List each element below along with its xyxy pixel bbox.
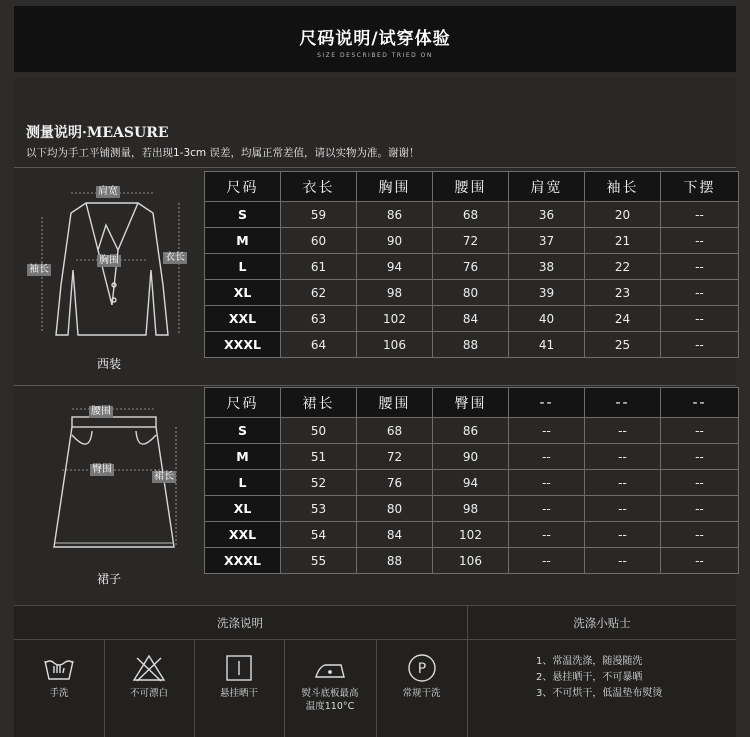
column-header: 裙长 (281, 388, 357, 418)
table-cell: 90 (433, 444, 509, 470)
care-label: 温度110°C (305, 701, 355, 712)
iron-icon (313, 653, 347, 683)
size-cell: M (205, 444, 281, 470)
table-cell: -- (585, 496, 661, 522)
length-label: 衣长 (165, 252, 185, 263)
table-cell: 21 (585, 228, 661, 254)
table-cell: 106 (433, 548, 509, 574)
column-header: 袖长 (585, 172, 661, 202)
care-item-hand-wash (14, 653, 104, 700)
table-row (205, 418, 739, 444)
table-cell: 84 (357, 522, 433, 548)
table-header-row (205, 172, 739, 202)
table-cell: 36 (509, 202, 585, 228)
care-label: 手洗 (49, 688, 69, 699)
care-item-dry-clean (376, 653, 467, 700)
care-label: 常规干洗 (402, 688, 441, 699)
table-cell: 80 (433, 280, 509, 306)
table-cell: 39 (509, 280, 585, 306)
table-cell: 86 (357, 202, 433, 228)
column-header: 尺码 (205, 172, 281, 202)
hand-wash-icon (42, 653, 76, 683)
table-cell: -- (585, 470, 661, 496)
size-cell: XXXL (205, 548, 281, 574)
size-cell: XL (205, 280, 281, 306)
table-cell: -- (661, 470, 739, 496)
table-cell: 98 (433, 496, 509, 522)
table-cell: 52 (281, 470, 357, 496)
table-cell: 86 (433, 418, 509, 444)
table-cell: -- (509, 548, 585, 574)
divider (14, 385, 736, 386)
column-header: -- (585, 388, 661, 418)
tips-list (536, 654, 662, 702)
column-header: 腰围 (357, 388, 433, 418)
size-cell: S (205, 418, 281, 444)
divider (14, 639, 736, 640)
table-row (205, 470, 739, 496)
table-cell: -- (509, 444, 585, 470)
table-cell: -- (661, 332, 739, 358)
table-row (205, 202, 739, 228)
divider (467, 605, 468, 737)
care-item-hang-dry (194, 653, 284, 700)
table-cell: 24 (585, 306, 661, 332)
table-cell: 80 (357, 496, 433, 522)
care-item-no-bleach (104, 653, 194, 700)
table-cell: -- (509, 470, 585, 496)
table-row (205, 306, 739, 332)
care-label: 悬挂晒干 (219, 688, 258, 699)
size-cell: S (205, 202, 281, 228)
size-cell: XXXL (205, 332, 281, 358)
table-cell: -- (661, 444, 739, 470)
column-header: 臀围 (433, 388, 509, 418)
skirt-caption: 裙子 (97, 572, 122, 586)
table-header-row (205, 388, 739, 418)
table-cell: 51 (281, 444, 357, 470)
care-item-iron (284, 653, 376, 713)
table-row (205, 444, 739, 470)
table-cell: 59 (281, 202, 357, 228)
table-cell: -- (661, 418, 739, 444)
skirt-length-label: 裙长 (154, 471, 174, 482)
tip-item: 2、悬挂晒干，不可暴晒 (536, 672, 643, 683)
table-row (205, 496, 739, 522)
table-cell: 94 (433, 470, 509, 496)
table-cell: 94 (357, 254, 433, 280)
table-cell: 76 (357, 470, 433, 496)
tips-title: 洗涤小贴士 (573, 616, 631, 630)
table-cell: 38 (509, 254, 585, 280)
page-header (14, 6, 736, 72)
size-cell: M (205, 228, 281, 254)
table-cell: 90 (357, 228, 433, 254)
table-cell: -- (661, 548, 739, 574)
care-label: 不可漂白 (129, 688, 168, 699)
table-cell: -- (661, 202, 739, 228)
table-cell: -- (661, 522, 739, 548)
table-cell: -- (585, 548, 661, 574)
hip-label: 臀围 (92, 464, 112, 475)
hang-dry-icon (222, 653, 256, 683)
table-cell: 37 (509, 228, 585, 254)
table-cell: 60 (281, 228, 357, 254)
header-subtitle: SIZE DESCRIBED TRIED ON (317, 52, 433, 59)
column-header: 衣长 (281, 172, 357, 202)
table-cell: -- (585, 418, 661, 444)
table-row (205, 332, 739, 358)
table-cell: 88 (433, 332, 509, 358)
size-cell: L (205, 254, 281, 280)
table-cell: -- (585, 444, 661, 470)
table-row (205, 522, 739, 548)
column-header: -- (509, 388, 585, 418)
column-header: 尺码 (205, 388, 281, 418)
table-cell: 20 (585, 202, 661, 228)
table-cell: 62 (281, 280, 357, 306)
table-cell: 88 (357, 548, 433, 574)
tip-item: 1、常温洗涤，随漫随洗 (536, 656, 643, 667)
table-cell: 72 (433, 228, 509, 254)
table-cell: 102 (357, 306, 433, 332)
size-cell: XXL (205, 522, 281, 548)
table-cell: 55 (281, 548, 357, 574)
measure-title: 测量说明·MEASURE (26, 125, 169, 141)
shoulder-label: 肩宽 (98, 186, 118, 197)
column-header: 腰围 (433, 172, 509, 202)
table-cell: 64 (281, 332, 357, 358)
svg-text:P: P (417, 661, 426, 677)
skirt-size-table (204, 387, 739, 574)
table-cell: 84 (433, 306, 509, 332)
size-cell: L (205, 470, 281, 496)
measure-note: 以下均为手工平铺测量，若出现1-3cm 误差，均属正常差值，请以实物为准。谢谢！ (26, 147, 420, 159)
size-cell: XL (205, 496, 281, 522)
table-cell: -- (661, 228, 739, 254)
table-cell: -- (509, 522, 585, 548)
chest-label: 胸围 (99, 255, 119, 266)
table-cell: -- (509, 418, 585, 444)
table-cell: 68 (433, 202, 509, 228)
table-cell: 63 (281, 306, 357, 332)
column-header: -- (661, 388, 739, 418)
table-cell: 68 (357, 418, 433, 444)
divider (14, 605, 736, 606)
divider (14, 167, 736, 168)
size-cell: XXL (205, 306, 281, 332)
table-row (205, 280, 739, 306)
no-bleach-icon (132, 653, 166, 683)
waist-label: 腰围 (91, 406, 111, 417)
table-cell: 72 (357, 444, 433, 470)
column-header: 下摆 (661, 172, 739, 202)
table-row (205, 548, 739, 574)
table-cell: -- (661, 280, 739, 306)
table-cell: -- (661, 254, 739, 280)
table-cell: -- (661, 306, 739, 332)
table-row (205, 228, 739, 254)
table-cell: 54 (281, 522, 357, 548)
suit-size-table (204, 171, 739, 358)
table-cell: 102 (433, 522, 509, 548)
table-cell: 40 (509, 306, 585, 332)
table-cell: 61 (281, 254, 357, 280)
column-header: 肩宽 (509, 172, 585, 202)
table-cell: 53 (281, 496, 357, 522)
tip-item: 3、不可烘干，低温垫布熨烫 (536, 688, 663, 699)
table-cell: 76 (433, 254, 509, 280)
table-cell: 106 (357, 332, 433, 358)
table-cell: -- (585, 522, 661, 548)
table-cell: -- (661, 496, 739, 522)
care-label: 熨斗底板最高 (301, 688, 359, 699)
column-header: 胸围 (357, 172, 433, 202)
table-cell: 41 (509, 332, 585, 358)
dry-clean-icon (405, 653, 439, 683)
table-cell: 25 (585, 332, 661, 358)
care-title: 洗涤说明 (217, 616, 263, 630)
table-cell: 98 (357, 280, 433, 306)
suit-caption: 西装 (97, 357, 122, 371)
table-cell: -- (509, 496, 585, 522)
table-cell: 22 (585, 254, 661, 280)
table-cell: 23 (585, 280, 661, 306)
header-title: 尺码说明/试穿体验 (299, 29, 451, 49)
table-row (205, 254, 739, 280)
table-cell: 50 (281, 418, 357, 444)
sleeve-label: 袖长 (29, 264, 49, 275)
